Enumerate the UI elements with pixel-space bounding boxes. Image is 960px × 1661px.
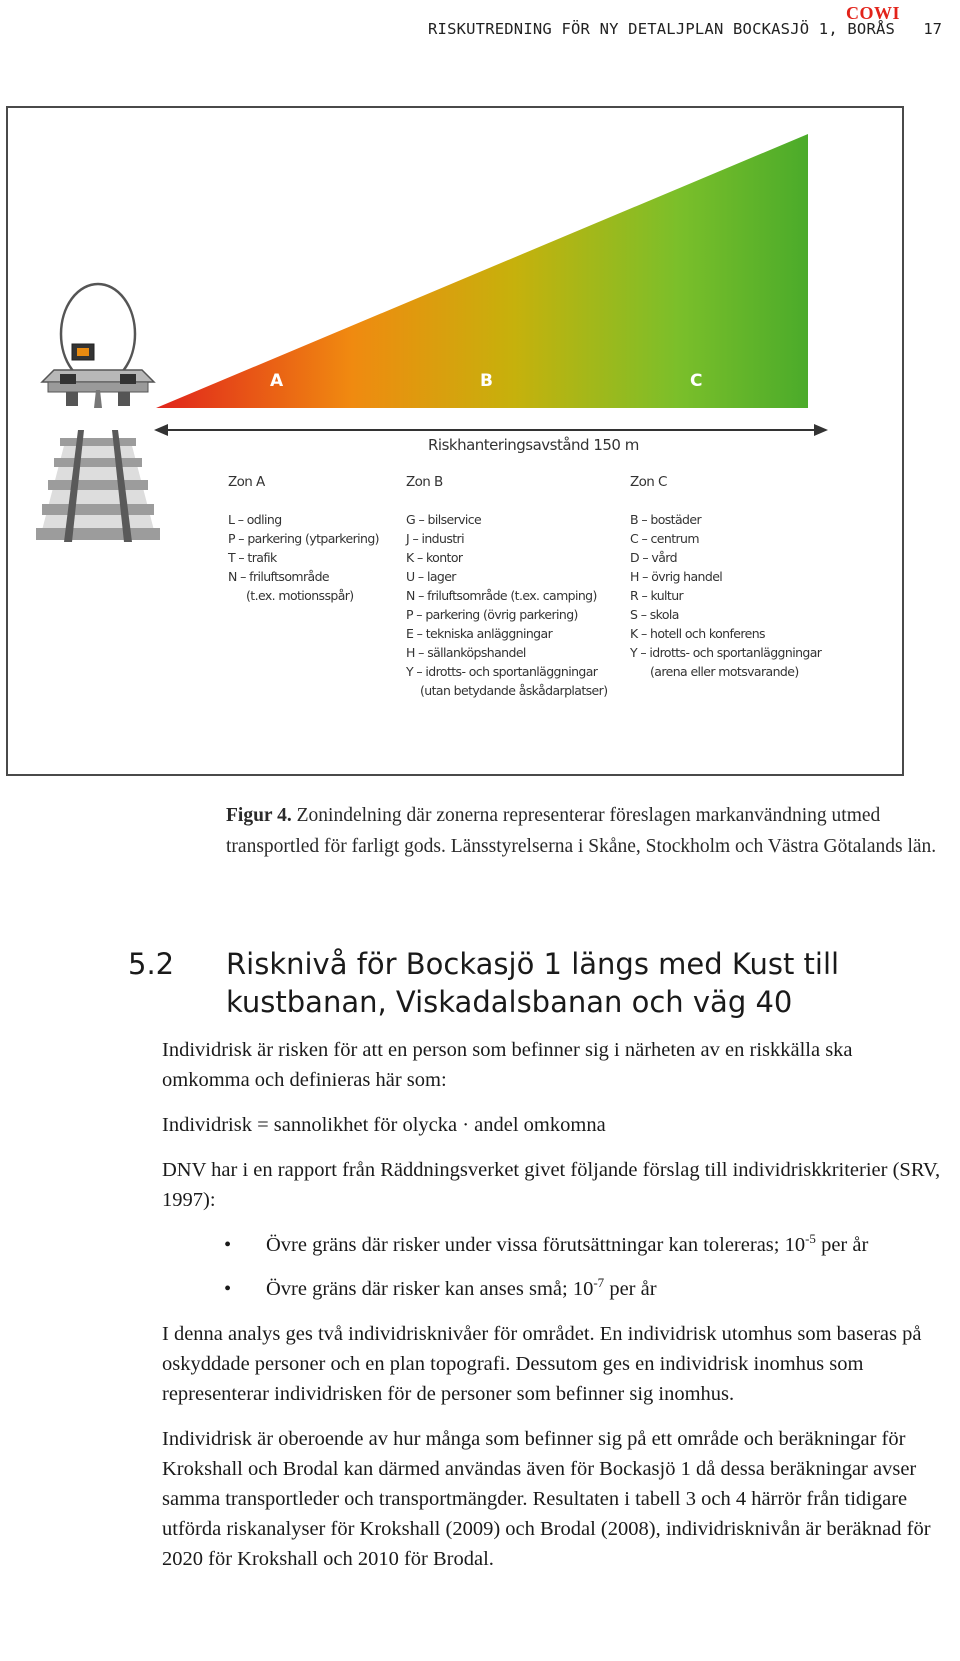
caption-label: Figur 4. bbox=[226, 805, 292, 826]
paragraph-dnv-criteria: DNV har i en rapport från Räddningsverket givet följande förslag till individriskkriterier (SRV, 1997): bbox=[162, 1159, 941, 1211]
zone-letter-c: C bbox=[690, 371, 703, 391]
zone-diagram bbox=[8, 108, 902, 774]
list-item bbox=[162, 1274, 942, 1304]
caption-text: Zonindelning där zonerna representerar föreslagen markanvändning utmed transportled för farligt gods. Länsstyrelserna i Skåne, Stockholm och Västra Götalands län. bbox=[226, 805, 937, 857]
criterion-lower-unit: per år bbox=[604, 1278, 657, 1300]
zone-c-item: D – vård bbox=[630, 550, 677, 565]
criterion-upper-unit: per år bbox=[815, 1234, 869, 1256]
formula-individual-risk: Individrisk = sannolikhet för olycka · andel omkomna bbox=[162, 1114, 606, 1136]
criterion-upper-exponent: -5 bbox=[805, 1231, 816, 1247]
zone-a-item: N – friluftsområde bbox=[228, 569, 329, 584]
zone-b-item: K – kontor bbox=[406, 550, 463, 565]
zone-c-title: Zon C bbox=[630, 474, 667, 490]
figure-caption bbox=[226, 800, 946, 862]
distance-label: Riskhanteringsavstånd 150 m bbox=[428, 436, 639, 454]
tanker-wagon-icon bbox=[42, 284, 154, 408]
bullet-icon: • bbox=[224, 1278, 232, 1300]
criterion-lower-exponent: -7 bbox=[593, 1275, 605, 1291]
zone-a-item: L – odling bbox=[228, 512, 282, 527]
zone-b-item: E – tekniska anläggningar bbox=[406, 626, 553, 641]
criterion-upper-text: Övre gräns där risker under vissa förutsättningar kan tolereras; 10 bbox=[266, 1234, 806, 1256]
body-text bbox=[162, 1035, 942, 1589]
zone-a-item: P – parkering (ytparkering) bbox=[228, 531, 379, 546]
zone-letter-b: B bbox=[480, 371, 493, 391]
zone-c-item: B – bostäder bbox=[630, 512, 701, 527]
zone-a-item: (t.ex. motionsspår) bbox=[246, 588, 354, 603]
zone-a-title: Zon A bbox=[228, 474, 265, 490]
criteria-list bbox=[162, 1230, 942, 1304]
cowi-logo: COWI bbox=[845, 3, 900, 23]
zone-a-item: T – trafik bbox=[228, 550, 277, 565]
page-number: 17 bbox=[923, 20, 942, 38]
section-title: Risknivå för Bockasjö 1 längs med Kust till kustbanan, Viskadalsbanan och väg 40 bbox=[226, 947, 840, 1019]
zone-c-item: K – hotell och konferens bbox=[630, 626, 765, 641]
zone-c-item: (arena eller motsvarande) bbox=[650, 664, 799, 679]
bullet-icon: • bbox=[224, 1234, 232, 1256]
zone-b-item: Y – idrotts- och sportanläggningar bbox=[406, 664, 598, 679]
paragraph-individual-risk-definition: Individrisk är risken för att en person som befinner sig i närheten av en riskkälla ska omkomma och definieras här som: bbox=[162, 1039, 853, 1091]
zone-c-item: Y – idrotts- och sportanläggningar bbox=[630, 645, 822, 660]
section-number: 5.2 bbox=[128, 947, 175, 981]
list-item bbox=[162, 1230, 942, 1260]
zone-c-item: S – skola bbox=[630, 607, 679, 622]
running-title: RISKUTREDNING FÖR NY DETALJPLAN BOCKASJÖ 1, BORÅS bbox=[428, 20, 896, 38]
distance-arrow bbox=[154, 424, 828, 436]
zone-b-item: G – bilservice bbox=[406, 512, 482, 527]
risk-gradient-wedge bbox=[156, 134, 808, 408]
zone-b-item: P – parkering (övrig parkering) bbox=[406, 607, 578, 622]
zone-b-item: H – sällanköpshandel bbox=[406, 645, 526, 660]
zone-b-item: J – industri bbox=[406, 531, 464, 546]
zone-c-item: C – centrum bbox=[630, 531, 699, 546]
zone-c-item: H – övrig handel bbox=[630, 569, 723, 584]
zone-b-item: N – friluftsområde (t.ex. camping) bbox=[406, 588, 597, 603]
zone-b-item: (utan betydande åskådarplatser) bbox=[420, 683, 608, 698]
zone-b-title: Zon B bbox=[406, 474, 443, 490]
zone-b-item: U – lager bbox=[406, 569, 456, 584]
zone-c-item: R – kultur bbox=[630, 588, 684, 603]
page-header bbox=[0, 0, 960, 60]
zone-letter-a: A bbox=[270, 371, 284, 391]
rail-track-icon bbox=[36, 430, 160, 542]
zone-figure bbox=[6, 106, 904, 776]
paragraph-analysis-levels: I denna analys ges två individrisknivåer för området. En individrisk utomhus som baseras på oskyddade personer och en plan topografi. Dessutom ges en individrisk inomhus som representerar individrisken för de personer som befinner sig inomhus. bbox=[162, 1323, 922, 1405]
criterion-lower-text: Övre gräns där risker kan anses små; 10 bbox=[266, 1278, 594, 1300]
paragraph-independence: Individrisk är oberoende av hur många som befinner sig på ett område och beräkningar för Krokshall och Brodal kan därmed användas även för Bockasjö 1 då dessa beräkningar avser samma transportleder och transportmängder. Resultaten i tabell 3 och 4 härrör från tidigare utförda riskanalyser för Krokshall (2009) och Brodal (2008), individrisknivån är beräknad för 2020 för Krokshall och 2010 för Brodal. bbox=[162, 1428, 931, 1570]
